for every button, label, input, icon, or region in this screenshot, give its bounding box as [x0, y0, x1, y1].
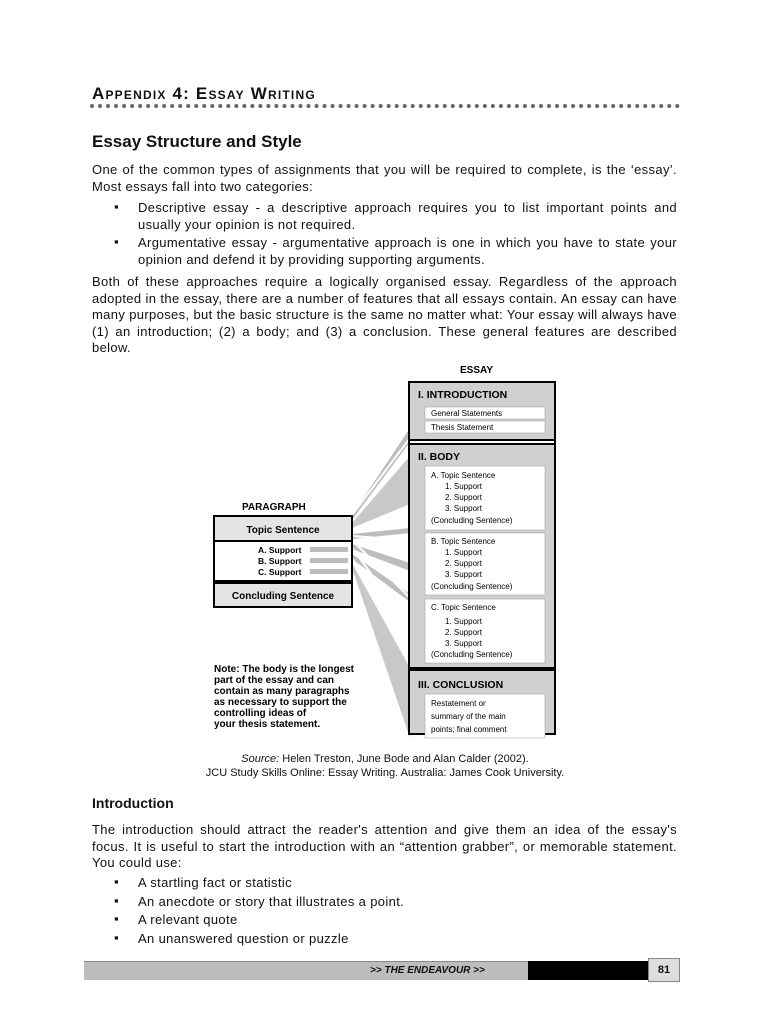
support-item: 2. Support — [445, 628, 482, 637]
para-support: B. Support — [258, 556, 302, 566]
note-line: part of the essay and can — [214, 675, 335, 686]
note-line: controlling ideas of — [214, 708, 307, 719]
introduction-header: I. INTRODUCTION — [418, 389, 508, 401]
support-item: 3. Support — [445, 639, 482, 648]
topic-sentence: A. Topic Sentence — [431, 471, 496, 480]
note-line: as necessary to support the — [214, 697, 347, 708]
introduction-paragraph: The introduction should attract the reader's attention and give them an idea of the essay's focus. It is useful to start the introduction with an “attention grabber”, or memorable statement. You could use: — [92, 822, 677, 870]
para-topic-sentence: Topic Sentence — [246, 525, 320, 536]
source-line1: Helen Treston, June Bode and Alan Calder (2002). — [279, 753, 529, 765]
list-item: ▪ An anecdote or story that illustrates a point. — [92, 894, 677, 911]
conclusion-line: points; final comment — [431, 725, 507, 734]
body-header: II. BODY — [418, 451, 461, 463]
page-number: 81 — [648, 958, 680, 982]
list-item: ▪ A relevant quote — [92, 912, 677, 929]
note-line: contain as many paragraphs — [214, 686, 350, 697]
support-item: 1. Support — [445, 482, 482, 491]
para-concluding-sentence: Concluding Sentence — [231, 591, 335, 602]
figure-source — [160, 752, 610, 780]
list-item: ▪ A startling fact or statistic — [92, 875, 677, 892]
essay-structure-diagram — [200, 358, 560, 748]
intro-paragraph: One of the common types of assignments that you will be required to complete, is the ‘essay’. Most essays fall into two categories: — [92, 162, 677, 194]
support-item: 2. Support — [445, 493, 482, 502]
intro-item: Thesis Statement — [431, 423, 494, 432]
note-line: Note: The body is the longest — [214, 664, 355, 675]
essay-types-list — [92, 200, 677, 270]
introduction-heading: Introduction — [92, 795, 174, 811]
concluding-sentence: (Concluding Sentence) — [431, 516, 513, 525]
support-item: 2. Support — [445, 559, 482, 568]
topic-sentence: C. Topic Sentence — [431, 603, 496, 612]
list-item: ▪ An unanswered question or puzzle — [92, 931, 677, 948]
support-item: 3. Support — [445, 504, 482, 513]
para-support: A. Support — [258, 545, 302, 555]
attention-grabber-list — [92, 875, 677, 949]
concluding-sentence: (Concluding Sentence) — [431, 582, 513, 591]
structure-paragraph: Both of these approaches require a logically organised essay. Regardless of the approach adopted in the essay, there are a number of features that all essays contain. An essay can have many purposes, but the basic structure is the same no matter what: Your essay will always have (1) an introduction; (2) a body; and (3) a conclusion. These general features are described below. — [92, 274, 677, 355]
note-line: your thesis statement. — [214, 719, 321, 730]
support-item: 1. Support — [445, 548, 482, 557]
appendix-title: Appendix 4: Essay Writing — [92, 84, 316, 103]
section-title: Essay Structure and Style — [92, 132, 302, 151]
footer-text: >> THE ENDEAVOUR >> — [370, 965, 485, 976]
list-item: ▪ Descriptive essay - a descriptive approach requires you to list important points and usually your opinion is not required. — [92, 200, 677, 233]
list-item: ▪ Argumentative essay - argumentative approach is one in which you have to state your opinion and defend it by providing supporting arguments. — [92, 235, 677, 268]
title-divider — [90, 104, 680, 108]
intro-item: General Statements — [431, 409, 503, 418]
conclusion-line: summary of the main — [431, 712, 506, 721]
para-support: C. Support — [258, 567, 302, 577]
source-label: Source: — [241, 753, 280, 765]
conclusion-header: III. CONCLUSION — [418, 679, 504, 691]
support-item: 3. Support — [445, 570, 482, 579]
connector-wedge — [352, 456, 410, 528]
footer-black-block — [528, 961, 648, 980]
conclusion-line: Restatement or — [431, 699, 486, 708]
support-item: 1. Support — [445, 617, 482, 626]
topic-sentence: B. Topic Sentence — [431, 537, 496, 546]
source-line2: JCU Study Skills Online: Essay Writing. Australia: James Cook University. — [205, 767, 565, 779]
concluding-sentence: (Concluding Sentence) — [431, 650, 513, 659]
paragraph-label: PARAGRAPH — [242, 502, 306, 513]
essay-label: ESSAY — [460, 365, 493, 376]
